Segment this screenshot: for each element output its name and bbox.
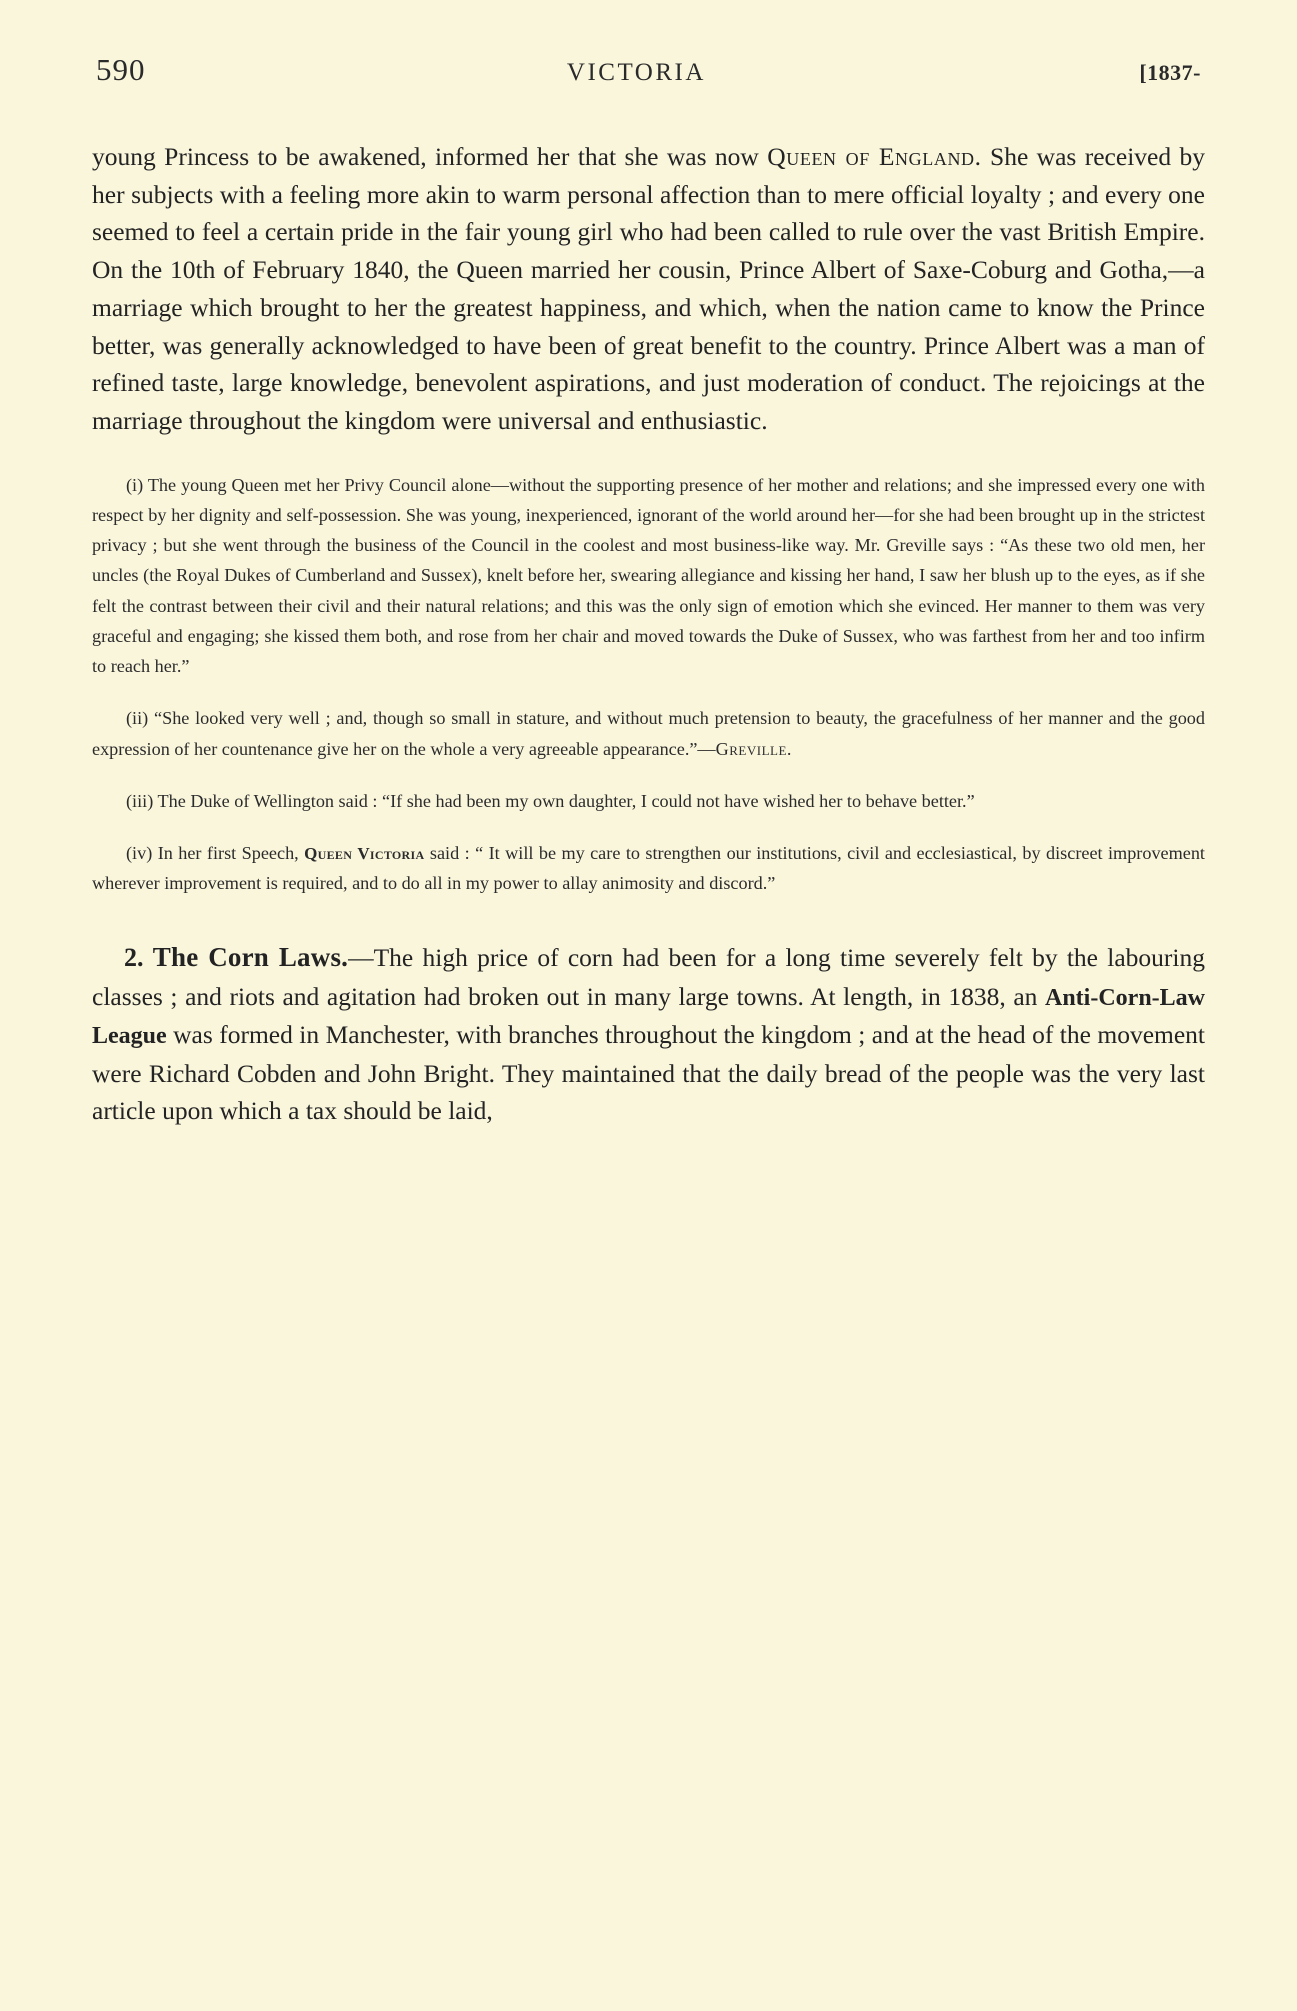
- year-marker: [1837-: [1139, 60, 1201, 85]
- section-text-2: was formed in Manchester, with branches throughout the kingdom ; and at the head of the movement were Richard Cobden and John Bright. They maintained that the daily bread of the people was the very last article upon which a tax should be laid,: [92, 1020, 1205, 1126]
- note-item-i: [92, 470, 1205, 681]
- section-corn-laws: [92, 938, 1205, 1129]
- section-heading: The Corn Laws.: [152, 942, 349, 973]
- section-paragraph: [92, 938, 1205, 1129]
- note-text-ii: “She looked very well ; and, though so small in stature, and without much pretension to beauty, the gracefulness of her manner and the good expression of her countenance give her on the whole a very agreeable appearance.”—: [92, 708, 1205, 759]
- note-speaker-queen-victoria: Queen Victoria: [304, 843, 425, 863]
- running-head: [96, 48, 1201, 88]
- note-attribution-greville: Greville.: [715, 738, 792, 759]
- section-text-1: —The high price of corn had been for a long time severely felt by the labouring classes ; and riots and agitation had broken out in many large towns. At length, in 1838, an: [92, 943, 1205, 1012]
- queen-of-england-smallcaps: Queen of England.: [767, 142, 982, 171]
- main-paragraph: [92, 138, 1205, 440]
- notes-block: [92, 470, 1205, 898]
- note-text-iv-after: said : “ It will be my care to strengthen our institutions, civil and ecclesiastical, by discreet improvement wherever improvement is required, and to do all in my power to allay animosity and discord.”: [92, 842, 1205, 894]
- note-text-iv-before: In her first Speech,: [152, 842, 305, 863]
- main-paragraph-text: [92, 138, 1205, 440]
- note-text-iii: The Duke of Wellington said : “If she had been my own daughter, I could not have wished her to behave better.”: [153, 790, 975, 811]
- note-item-iii: [92, 786, 1205, 816]
- note-item-ii: [92, 703, 1205, 763]
- note-text-i: The young Queen met her Privy Council alone—without the supporting presence of her mother and relations; and she impressed every one with respect by her dignity and self-possession. She was young, inexperienced, ignorant of the world around her—for she had been brought up in the strictest privacy ; but she went through the business of the Council in the coolest and most business-like way. Mr. Greville says : “As these two old men, her uncles (the Royal Dukes of Cumberland and Sussex), knelt before her, swearing allegiance and kissing her hand, I saw her blush up to the eyes, as if she felt the contrast between their civil and their natural relations; and this was the only sign of emotion which she evinced. Her manner to them was very graceful and engaging; she kissed them both, and rose from her chair and moved towards the Duke of Sussex, who was farthest from her and too infirm to reach her.”: [92, 474, 1205, 677]
- note-item-iv: [92, 838, 1205, 898]
- page-number: 590: [96, 52, 146, 87]
- note-marker-iii: (iii): [126, 790, 154, 811]
- note-marker-i: (i): [126, 474, 144, 495]
- note-marker-ii: (ii): [126, 708, 149, 729]
- main-paragraph-part1: young Princess to be awakened, informed her that she was now: [92, 142, 768, 171]
- section-number: 2.: [124, 943, 144, 973]
- running-title: VICTORIA: [566, 59, 706, 86]
- keyword-anti-corn-law-league: Anti-Corn-Law League: [92, 985, 1205, 1050]
- note-marker-iv: (iv): [126, 842, 153, 863]
- main-paragraph-part2: She was received by her subjects with a feeling more akin to warm personal affection than to mere official loyalty ; and every one seemed to feel a certain pride in the fair young girl who had been called to rule over the vast British Empire. On the 10th of February 1840, the Queen married her cousin, Prince Albert of Saxe-Coburg and Gotha,—a marriage which brought to her the greatest happiness, and which, when the nation came to know the Prince better, was generally acknowledged to have been of great benefit to the country. Prince Albert was a man of refined taste, large knowledge, benevolent aspirations, and just moderation of conduct. The rejoicings at the marriage throughout the kingdom were universal and enthusiastic.: [92, 142, 1205, 436]
